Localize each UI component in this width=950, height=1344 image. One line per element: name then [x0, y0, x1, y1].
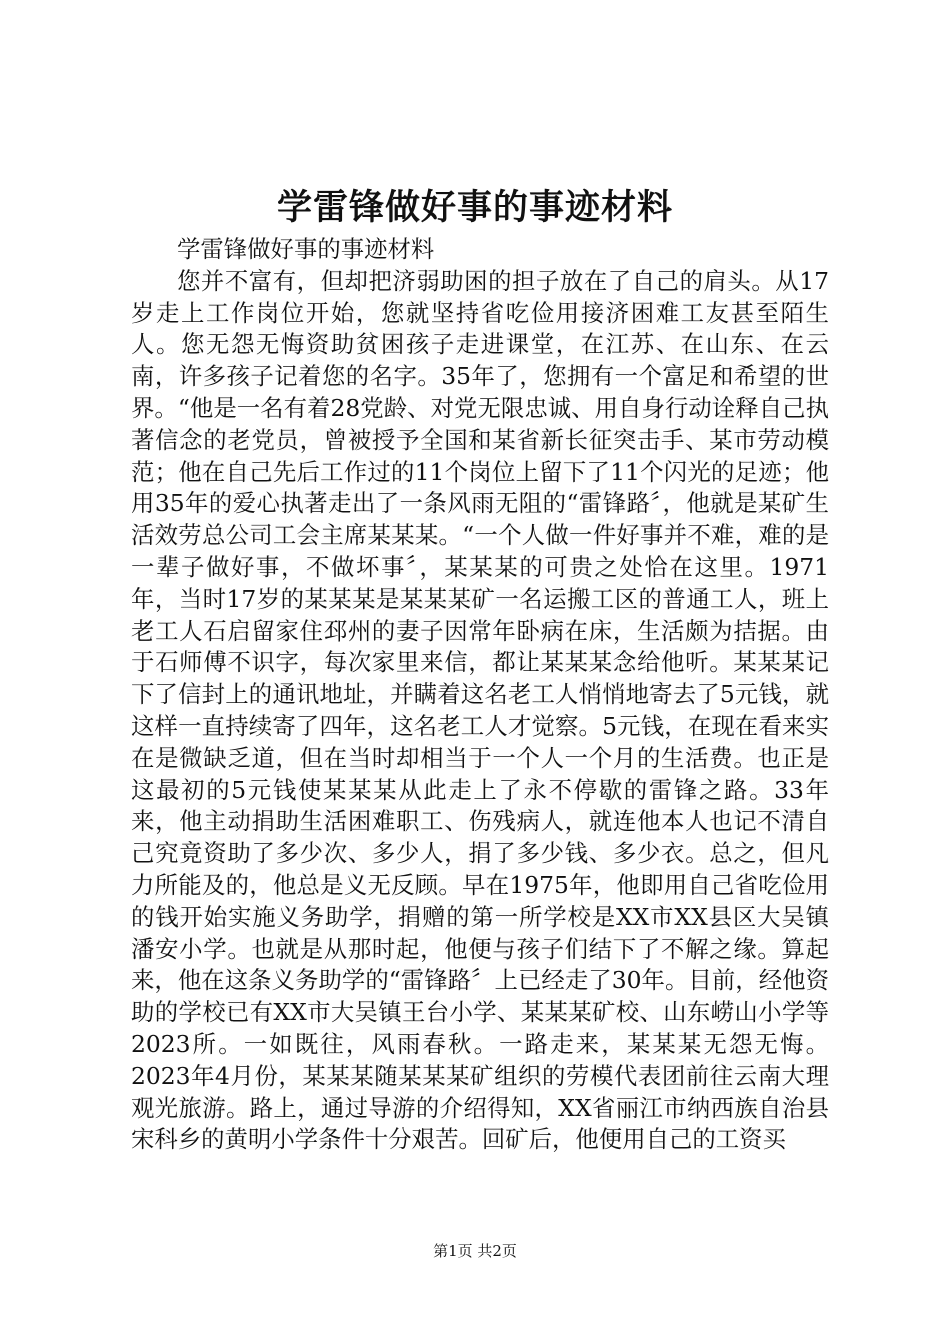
document-body — [131, 234, 829, 1156]
page-footer: 第1页 共2页 — [433, 1242, 517, 1260]
document-title: 学雷锋做好事的事迹材料 — [276, 187, 673, 228]
subtitle-line: 学雷锋做好事的事迹材料 — [177, 235, 435, 263]
body-paragraph: 您并不富有，但却把济弱助困的担子放在了自己的肩头。从17岁走上工作岗位开始，您就坚持省吃俭用接济困难工友甚至陌生人。您无怨无悔资助贫困孩子走进课堂，在江苏、在山东、在云南，许多孩子记着您的名字。35年了，您拥有一个富足和希望的世界。“他是一名有着28党龄、对党无限忠诚、用自身行动诠释自己执著信念的老党员，曾被授予全国和某省新长征突击手、某市劳动模范；他在自己先后工作过的11个岗位上留下了11个闪光的足迹；他用35年的爱心执著走出了一条风雨无阻的“雷锋路〞，他就是某矿生活效劳总公司工会主席某某某。“一个人做一件好事并不难，难的是一辈子做好事，不做坏事〞，某某某的可贵之处恰在这里。1971年，当时17岁的某某某是某某某矿一名运搬工区的普通工人，班上老工人石启留家住邳州的妻子因常年卧病在床，生活颇为拮据。由于石师傅不识字，每次家里来信，都让某某某念给他听。某某某记下了信封上的通讯地址，并瞒着这名老工人悄悄地寄去了5元钱，就这样一直持续寄了四年，这名老工人才觉察。5元钱，在现在看来实在是微缺乏道，但在当时却相当于一个人一个月的生活费。也正是这最初的5元钱使某某某从此走上了永不停歇的雷锋之路。33年来，他主动捐助生活困难职工、伤残病人，就连他本人也记不清自己究竟资助了多少次、多少人，捐了多少钱、多少衣。总之，但凡力所能及的，他总是义无反顾。早在1975年，他即用自己省吃俭用的钱开始实施义务助学，捐赠的第一所学校是XX市XX县区大吴镇潘安小学。也就是从那时起，他便与孩子们结下了不解之缘。算起来，他在这条义务助学的“雷锋路〞上已经走了30年。目前，经他资助的学校已有XX市大吴镇王台小学、某某某矿校、山东崂山小学等2023所。一如既往，风雨春秋。一路走来，某某某无怨无悔。2023年4月份，某某某随某某某矿组织的劳模代表团前往云南大理观光旅游。路上，通过导游的介绍得知，XX省丽江市纳西族自治县宋科乡的黄明小学条件十分艰苦。回矿后，他便用自己的工资买 — [131, 266, 829, 1154]
